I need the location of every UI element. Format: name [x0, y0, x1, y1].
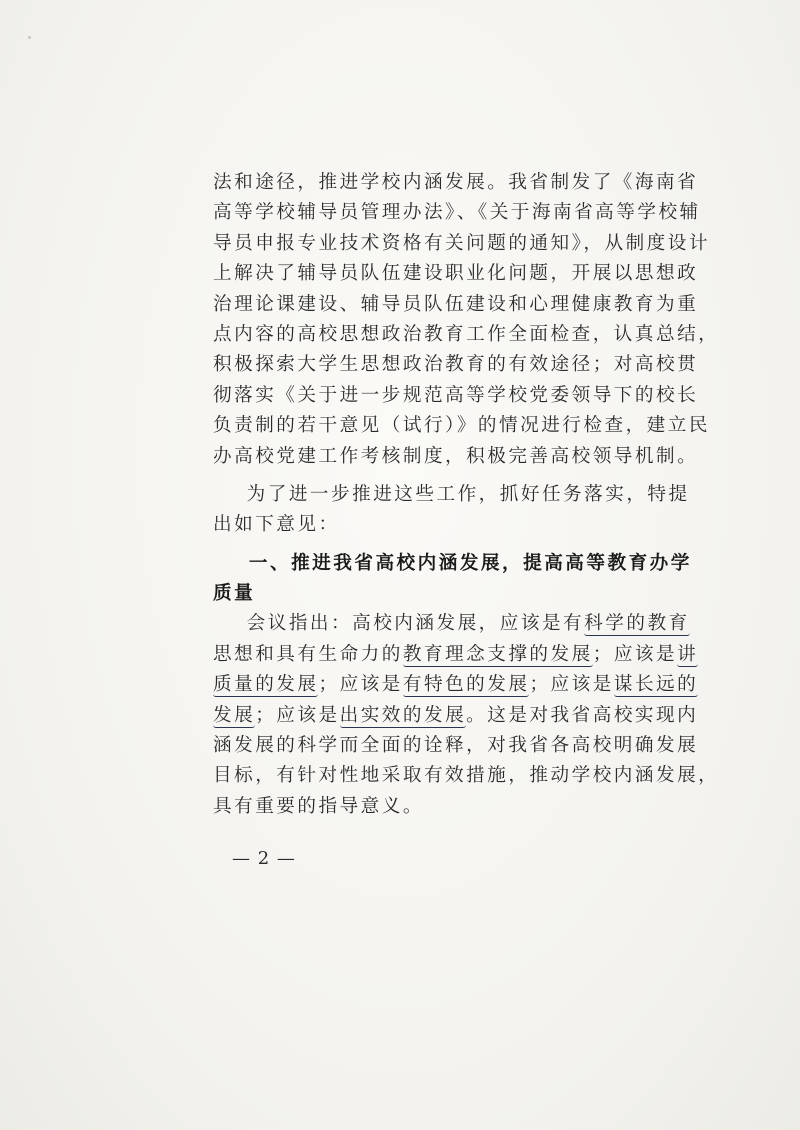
- text-line: [213, 609, 690, 639]
- handwritten-underline: 谋长远的: [613, 674, 699, 696]
- text-line: 高等学校辅导员管理办法》、《关于海南省高等学校辅: [213, 202, 701, 224]
- paragraph: [213, 480, 690, 541]
- heading-line: 一、推进我省高校内涵发展，提高高等教育办学: [213, 552, 692, 574]
- text-line: 负责制的若干意见（试行）》的情况进行检查，建立民: [213, 415, 710, 437]
- text-line: 具有重要的指导意义。: [213, 795, 424, 817]
- handwritten-underline: 出实效的发展: [339, 704, 467, 726]
- page-number: — 2 —: [232, 848, 296, 869]
- text-line: 上解决了辅导员队伍建设职业化问题，开展以思想政: [213, 263, 699, 285]
- section-heading: [213, 549, 692, 610]
- handwritten-underline: 科学的教育: [584, 613, 690, 635]
- text-run: 思想和具有生命力的: [213, 643, 403, 665]
- handwritten-underline: 质量的发展: [213, 674, 319, 696]
- text-line: 导员申报专业技术资格有关问题的通知》，从制度设计: [213, 232, 710, 254]
- text-line: [213, 701, 699, 731]
- text-line: 出如下意见：: [213, 514, 340, 536]
- text-line: 为了进一步推进这些工作，抓好任务落实，特提: [213, 483, 690, 505]
- text-run: ；应该是: [592, 643, 678, 665]
- text-line: [213, 640, 699, 670]
- paragraph: [213, 609, 720, 822]
- paragraph: [213, 168, 720, 472]
- text-line: 法和途径，推进学校内涵发展。我省制发了《海南省: [213, 172, 699, 193]
- document-body: [213, 168, 720, 822]
- text-run: ；应该是: [318, 674, 403, 696]
- text-line: 积极探索大学生思想政治教育的有效途径；对高校贯: [213, 354, 699, 376]
- text-run: 。这是对我省高校实现内: [466, 704, 699, 726]
- text-run: ；应该是: [255, 704, 340, 726]
- text-line: 点内容的高校思想政治教育工作全面检查，认真总结，: [213, 323, 720, 345]
- handwritten-underline: 发展: [213, 704, 256, 726]
- handwritten-underline: 讲: [677, 643, 699, 665]
- text-line: [213, 670, 699, 700]
- text-line: 办高校党建工作考核制度，积极完善高校领导机制。: [213, 445, 699, 467]
- heading-line: 质量: [213, 583, 256, 605]
- text-run: ；应该是: [529, 674, 614, 696]
- text-run: 会议指出：高校内涵发展，应该是有: [213, 613, 585, 635]
- scan-speck: [28, 36, 31, 39]
- text-line: 目标，有针对性地采取有效措施，推动学校内涵发展，: [213, 765, 720, 787]
- handwritten-underline: 教育理念支撑的发展: [402, 643, 593, 665]
- handwritten-underline: 有特色的发展: [402, 674, 530, 696]
- text-line: 彻落实《关于进一步规范高等学校党委领导下的校长: [213, 384, 699, 406]
- text-line: 涵发展的科学而全面的诠释，对我省各高校明确发展: [213, 735, 699, 757]
- text-line: 治理论课建设、辅导员队伍建设和心理健康教育为重: [213, 293, 699, 315]
